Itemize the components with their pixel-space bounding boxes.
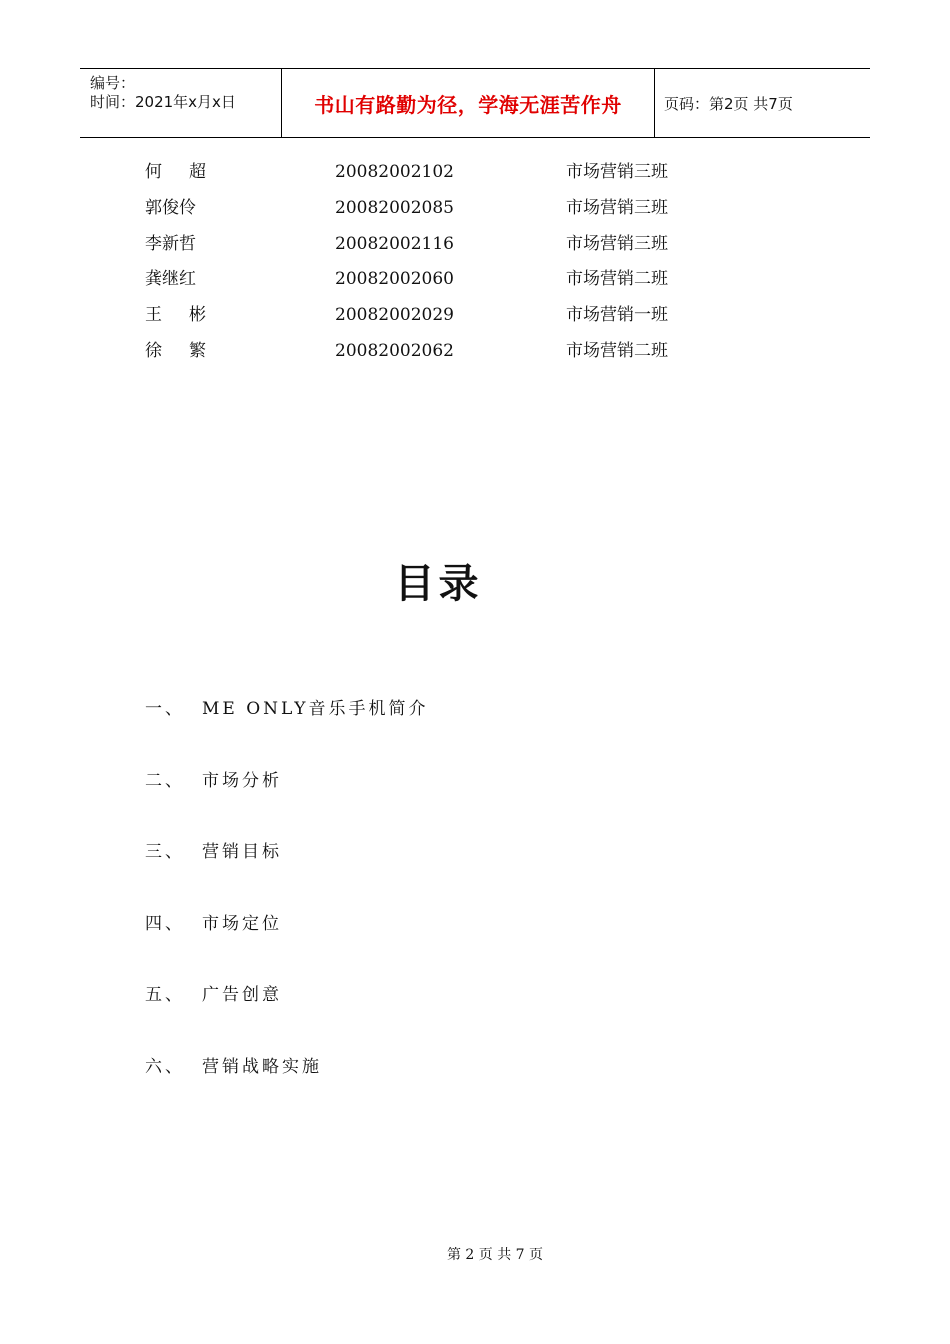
toc-item-number: 一、 xyxy=(145,699,185,719)
member-id: 20082002102 xyxy=(335,162,454,182)
header-motto: 书山有路勤为径，学海无涯苦作舟 xyxy=(282,69,655,137)
member-name: 龚继红 xyxy=(145,269,196,290)
member-name: 徐繁 xyxy=(145,340,233,361)
toc-item-text: 市场分析 xyxy=(202,770,282,791)
toc-item-number: 三、 xyxy=(145,842,185,863)
member-row xyxy=(145,194,845,230)
header-meta xyxy=(80,69,282,137)
member-id: 20082002062 xyxy=(335,340,454,361)
member-class: 市场营销二班 xyxy=(566,269,668,290)
member-row xyxy=(145,265,845,301)
toc-item-text: ME ONLY音乐手机简介 xyxy=(202,699,429,719)
member-class: 市场营销三班 xyxy=(566,162,668,182)
member-name: 李新哲 xyxy=(145,233,196,254)
page-header xyxy=(80,68,870,138)
member-name: 何超 xyxy=(145,162,233,182)
member-row xyxy=(145,337,845,373)
toc-item-text: 广告创意 xyxy=(202,985,282,1006)
toc-item-number: 四、 xyxy=(145,913,185,934)
toc-title: 目录 xyxy=(394,561,483,607)
header-page-label: 页码：第2页 共7页 xyxy=(664,94,793,113)
member-row xyxy=(145,158,845,194)
toc-item-text: 市场定位 xyxy=(202,913,282,934)
toc-item-number: 二、 xyxy=(145,770,185,791)
member-list xyxy=(145,158,845,373)
member-class: 市场营销二班 xyxy=(566,340,668,361)
member-class: 市场营销三班 xyxy=(566,233,668,254)
member-row xyxy=(145,230,845,266)
member-class: 市场营销一班 xyxy=(566,305,668,326)
member-id: 20082002060 xyxy=(335,269,454,290)
time-label: 时间：2021年x月x日 xyxy=(90,93,236,111)
code-label: 编号： xyxy=(90,74,136,92)
member-name: 郭俊伶 xyxy=(145,197,196,218)
member-row xyxy=(145,301,845,337)
member-id: 20082002116 xyxy=(335,233,454,254)
member-class: 市场营销三班 xyxy=(566,197,668,218)
toc-item-number: 五、 xyxy=(145,985,185,1006)
member-id: 20082002029 xyxy=(335,305,454,326)
toc-item-number: 六、 xyxy=(145,1056,185,1077)
toc-item-text: 营销战略实施 xyxy=(202,1056,322,1077)
page-footer: 第 2 页 共 7 页 xyxy=(446,1247,544,1263)
toc-item-text: 营销目标 xyxy=(202,842,282,863)
member-name: 王彬 xyxy=(145,305,233,326)
member-id: 20082002085 xyxy=(335,197,454,218)
